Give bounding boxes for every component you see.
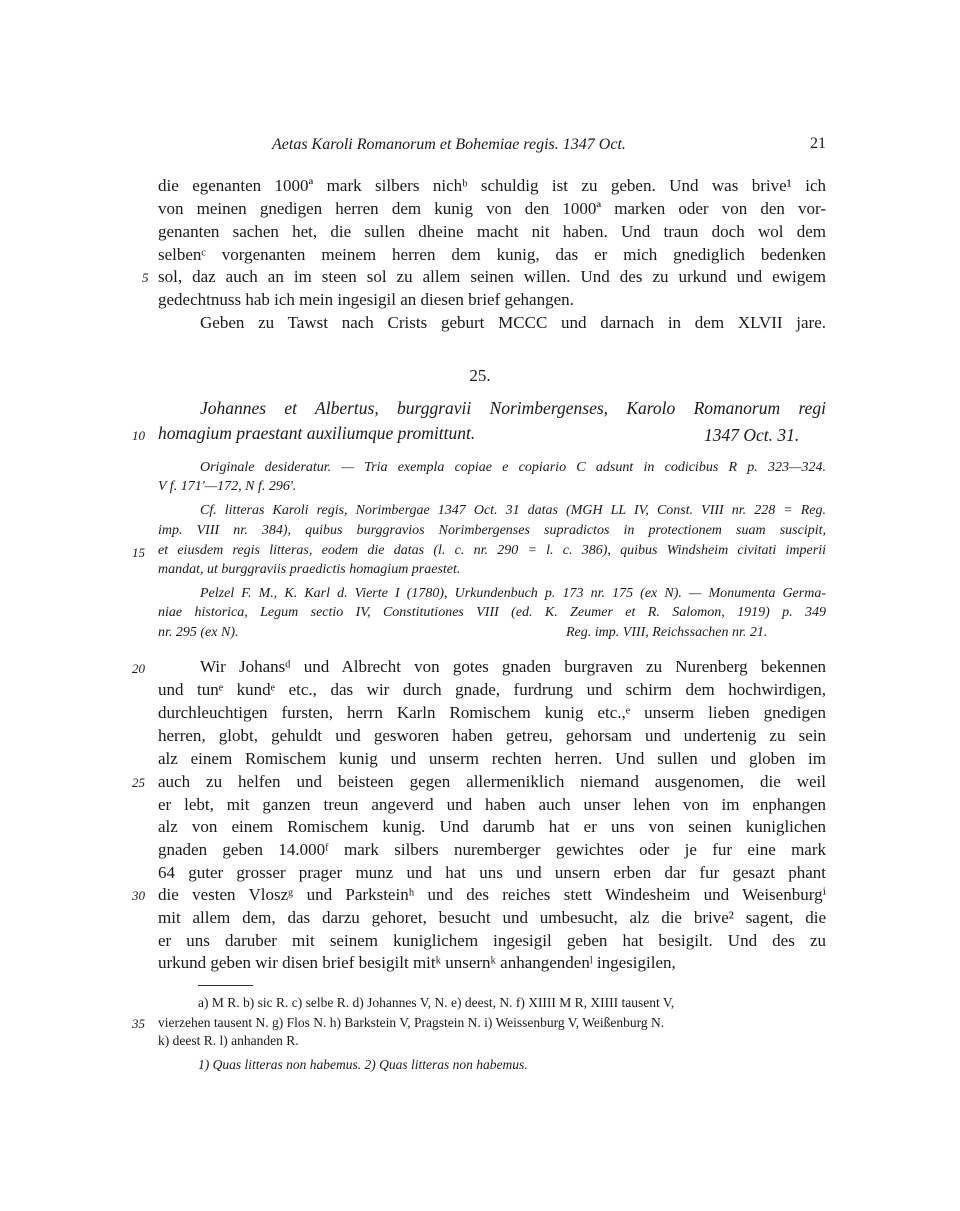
line-number: 20 <box>132 661 145 676</box>
text-line: selbenᶜ vorgenanten meinem herren dem kunig, das er mich gnediglich bedenken <box>158 245 826 264</box>
apparatus-line: niae historica, Legum sectio IV, Constitutiones VIII (ed. K. Zeumer et R. Salomon, 1919) p. 349 <box>158 605 826 620</box>
footnote-rule <box>198 985 253 986</box>
text-line: von meinen gnedigen herren dem kunig von den 1000ª marken oder von den vor- <box>158 199 826 218</box>
dating-clause: Geben zu Tawst nach Crists geburt MCCC und darnach in dem XLVII jare. <box>200 313 826 332</box>
regesta-reference: Reg. imp. VIII, Reichssachen nr. 21. <box>566 625 768 640</box>
text-line: er lebt, mit ganzen treun angeverd und haben auch unser lehen von im enphangen <box>158 795 826 814</box>
text-line: urkund geben wir disen brief besigilt mitᵏ unsernᵏ anhangendenˡ ingesigilen, <box>158 953 676 972</box>
text-line: die vesten Vloszᵍ und Parksteinʰ und des reiches stett Windesheim und Weisenburgⁱ <box>158 885 826 904</box>
line-number: 35 <box>132 1016 145 1031</box>
text-line: 64 guter grosser prager munz und hat uns und unsern erben dar fur gesazt phant <box>158 863 826 882</box>
line-number: 10 <box>132 428 145 443</box>
apparatus-line: imp. VIII nr. 384), quibus burggravios Norimbergenses supradictos in protectionem suam suscipit, <box>158 523 826 538</box>
apparatus-line: Originale desideratur. — Tria exempla copiae e copiario C adsunt in codicibus R p. 323—324. <box>200 460 826 475</box>
line-number: 25 <box>132 775 145 790</box>
text-line: und tunᵉ kundᵉ etc., das wir durch gnade, furdrung und schirm dem hochwirdigen, <box>158 680 826 699</box>
line-number: 30 <box>132 888 145 903</box>
apparatus-line: Cf. litteras Karoli regis, Norimbergae 1347 Oct. 31 datas (MGH LL IV, Const. VIII nr. 228 = Reg. <box>200 503 826 518</box>
text-line: Wir Johansᵈ und Albrecht von gotes gnaden burgraven zu Nurenberg bekennen <box>200 657 826 676</box>
text-line: mit allem dem, das darzu gehoret, besucht und umbesucht, alz die brive² sagent, die <box>158 908 826 927</box>
line-number: 5 <box>142 270 149 285</box>
page-number: 21 <box>810 135 826 152</box>
text-line: auch zu helfen und beisteen gegen allermeniklich niemand ausgenomen, die weil <box>158 772 826 791</box>
text-line: durchleuchtigen fursten, herrn Karln Romischem kunig etc.,ᵉ unserm lieben gnedigen <box>158 703 826 722</box>
text-line: die egenanten 1000ª mark silbers nichᵇ schuldig ist zu geben. Und was brive¹ ich <box>158 176 826 195</box>
footnote-variants: a) M R. b) sic R. c) selbe R. d) Johannes V, N. e) deest, N. f) XIIII M R, XIIII tausent V, <box>198 995 675 1010</box>
footnote-variants: k) deest R. l) anhanden R. <box>158 1033 299 1048</box>
running-header: Aetas Karoli Romanorum et Bohemiae regis. 1347 Oct. <box>272 136 626 153</box>
apparatus-line: Pelzel F. M., K. Karl d. Vierte I (1780), Urkundenbuch p. 173 nr. 175 (ex N). — Monumenta Germa- <box>200 586 826 601</box>
text-line: gedechtnuss hab ich mein ingesigil an diesen brief gehangen. <box>158 290 574 309</box>
apparatus-line: et eiusdem regis litteras, eodem die datas (l. c. nr. 290 = l. c. 386), quibus Windsheim civitati imperii <box>158 543 826 558</box>
text-line: er uns daruber mit seinem kuniglichem ingesigil geben hat besigilt. Und des zu <box>158 931 826 950</box>
line-number: 15 <box>132 545 145 560</box>
text-line: sol, daz auch an im steen sol zu allem seinen willen. Und des zu urkund und ewigem <box>158 267 826 286</box>
regest-line: Johannes et Albertus, burggravii Norimbergenses, Karolo Romanorum regi <box>200 398 826 418</box>
text-line: genanten sachen het, die sullen dheine macht nit haben. Und traun doch wol dem <box>158 222 826 241</box>
apparatus-line: V f. 171'—172, N f. 296'. <box>158 479 297 494</box>
text-line: herren, globt, gehuldt und gesworen haben getreu, gehorsam und undertenig zu sein <box>158 726 826 745</box>
document-number: 25. <box>469 366 491 385</box>
regest-line: homagium praestant auxiliumque promittunt. <box>158 423 476 443</box>
footnote-notes: 1) Quas litteras non habemus. 2) Quas litteras non habemus. <box>198 1057 528 1072</box>
document-date: 1347 Oct. 31. <box>704 425 800 445</box>
apparatus-line: mandat, ut burggraviis praedictis homagium praestet. <box>158 562 461 577</box>
text-line: gnaden geben 14.000ᶠ mark silbers nuremberger gewichtes oder je fur eine mark <box>158 840 826 859</box>
apparatus-line: nr. 295 (ex N). <box>158 625 239 640</box>
text-line: alz einem Romischem kunig und unserm rechten herren. Und sullen und globen im <box>158 749 826 768</box>
text-line: alz von einem Romischem kunig. Und darumb hat er uns von seinen kuniglichen <box>158 817 826 836</box>
footnote-variants: vierzehen tausent N. g) Flos N. h) Barkstein V, Pragstein N. i) Weissenburg V, Weißenburg N. <box>158 1015 665 1030</box>
